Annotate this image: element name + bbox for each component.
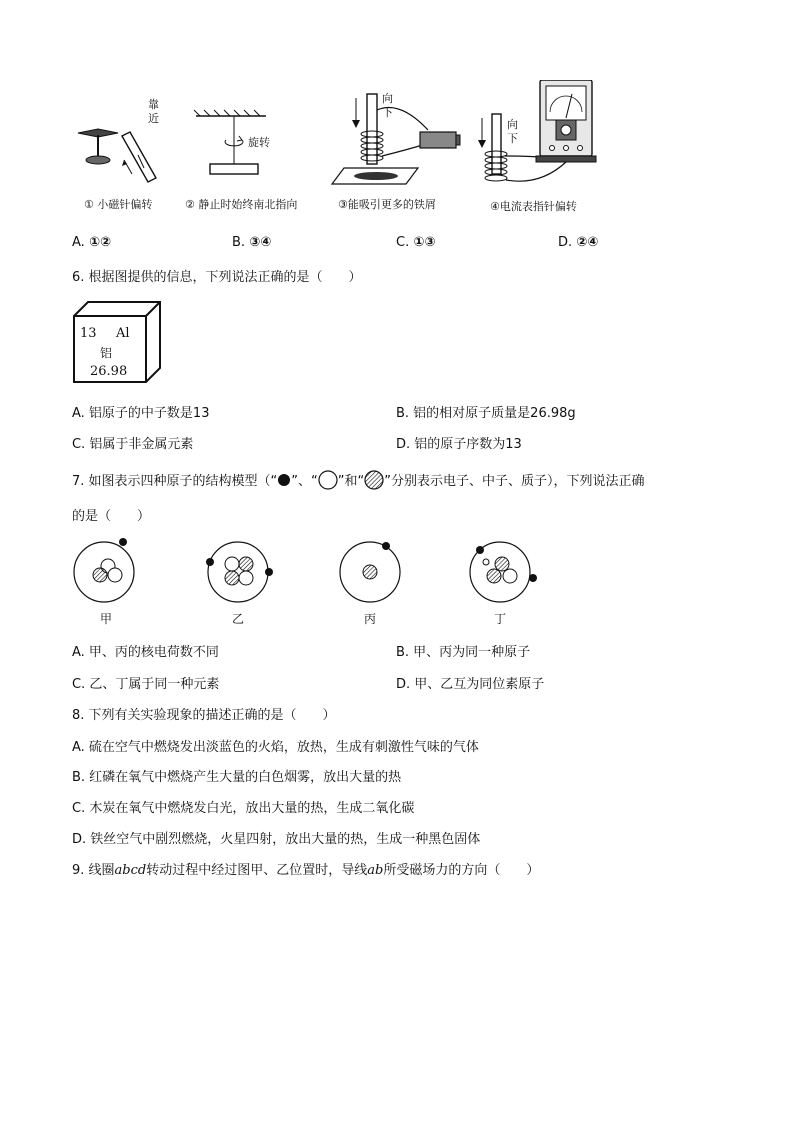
q8-option-b[interactable]: B. 红磷在氧气中燃烧产生大量的白色烟雾，放出大量的热 [72,770,402,785]
atom-yi [206,542,273,602]
fig2-thread [225,116,243,164]
q5-option-c-letter: C. [396,235,410,250]
fig3-down-arrow [352,98,360,128]
q5-option-a[interactable] [72,235,111,250]
fig2-rotate-label: 旋转 [248,136,270,149]
q9-stem [72,859,539,878]
fig4-magnet [492,114,501,174]
q5-option-d-letter: D. [558,235,573,250]
element-card [72,300,162,384]
q7-stem-part2: ”、“ [291,474,318,489]
q7-option-d[interactable]: D. 甲、乙互为同位素原子 [396,677,545,692]
q7-stem-part4: ”分别表示电子、中子、质子），下列说法正确 [384,474,645,489]
q5-option-a-text: ①② [88,235,111,250]
fig1-bar-magnet [122,132,156,182]
fig3-filings-board [332,168,418,184]
q6-option-b[interactable]: B. 铝的相对原子质量是26.98g [396,406,576,421]
atom-label-bing: 丙 [364,612,377,626]
atom-models [60,532,560,612]
q7-stem-part3: ”和“ [337,474,365,489]
q5-option-d[interactable] [558,235,598,250]
atom-label-ding: 丁 [494,612,507,626]
fig2-ceiling [194,110,266,116]
q6-option-d[interactable]: D. 铝的原子序数为13 [396,437,522,452]
q7-option-b[interactable]: B. 甲、丙为同一种原子 [396,645,531,660]
fig4-down-label: 向下 [507,118,518,145]
q5-option-b-text: ③④ [249,235,272,250]
fig4-caption: ④电流表指针偏转 [490,200,577,213]
q6-option-c[interactable]: C. 铝属于非金属元素 [72,437,194,452]
q7-option-c[interactable]: C. 乙、丁属于同一种元素 [72,677,220,692]
atom-models-drawing [60,532,560,612]
fig1-arrow [122,160,132,174]
q9-stem-mid: 转动过程中经过图甲、乙位置时，导线 [146,863,368,878]
electron-symbol-icon [277,473,291,487]
atom-jia [74,538,134,602]
atom-label-yi: 乙 [232,612,245,626]
q5-option-c-text: ①③ [413,235,436,250]
q8-option-a[interactable]: A. 硫在空气中燃烧发出淡蓝色的火焰，放热，生成有刺激性气味的气体 [72,740,479,755]
q6-stem: 6. 根据图提供的信息，下列说法正确的是（ ） [72,270,362,285]
q6-option-a[interactable]: A. 铝原子的中子数是13 [72,406,210,421]
q5-option-d-text: ②④ [576,235,599,250]
q9-coil-name: abcd [114,863,147,878]
element-number: 13 [80,326,97,341]
q9-stem-pre: 9. 线圈 [72,863,115,878]
q8-option-d[interactable]: D. 铁丝空气中剧烈燃烧，火星四射，放出大量的热，生成一种黑色固体 [72,832,481,847]
q9-stem-post: 所受磁场力的方向（ ） [383,863,540,878]
q7-stem-line1 [72,470,645,490]
fig1-caption: ① 小磁针偏转 [84,198,153,211]
q9-wire-name: ab [367,863,384,878]
fig1-near-label: 靠近 [148,98,159,125]
q7-option-a[interactable]: A. 甲、丙的核电荷数不同 [72,645,219,660]
fig4-down-arrow [478,118,486,148]
fig4-galvanometer [536,80,596,162]
element-symbol: Al [116,326,130,341]
fig1-needle-stand [78,129,118,164]
proton-symbol-icon [364,470,384,490]
fig3-battery [420,132,460,148]
atom-label-jia: 甲 [100,612,113,626]
q8-option-c[interactable]: C. 木炭在氧气中燃烧发白光，放出大量的热，生成二氧化碳 [72,801,415,816]
q8-stem: 8. 下列有关实验现象的描述正确的是（ ） [72,708,336,723]
q7-stem-part1: 7. 如图表示四种原子的结构模型（“ [72,474,278,489]
q5-option-c[interactable] [396,235,435,250]
q7-stem-line2: 的是（ ） [72,509,151,524]
fig3-caption: ③能吸引更多的铁屑 [338,198,436,211]
fig2-bar-magnet [210,164,258,174]
q5-option-b[interactable] [232,235,271,250]
atom-ding [470,542,537,602]
element-name: 铝 [100,346,113,360]
neutron-symbol-icon [318,470,338,490]
q5-option-a-letter: A. [72,235,85,250]
q5-option-b-letter: B. [232,235,246,250]
element-mass: 26.98 [90,364,128,379]
atom-bing [340,542,400,602]
fig3-down-label: 向下 [382,92,393,119]
fig3-iron-core [367,94,377,164]
fig2-caption: ② 静止时始终南北指向 [185,198,298,211]
